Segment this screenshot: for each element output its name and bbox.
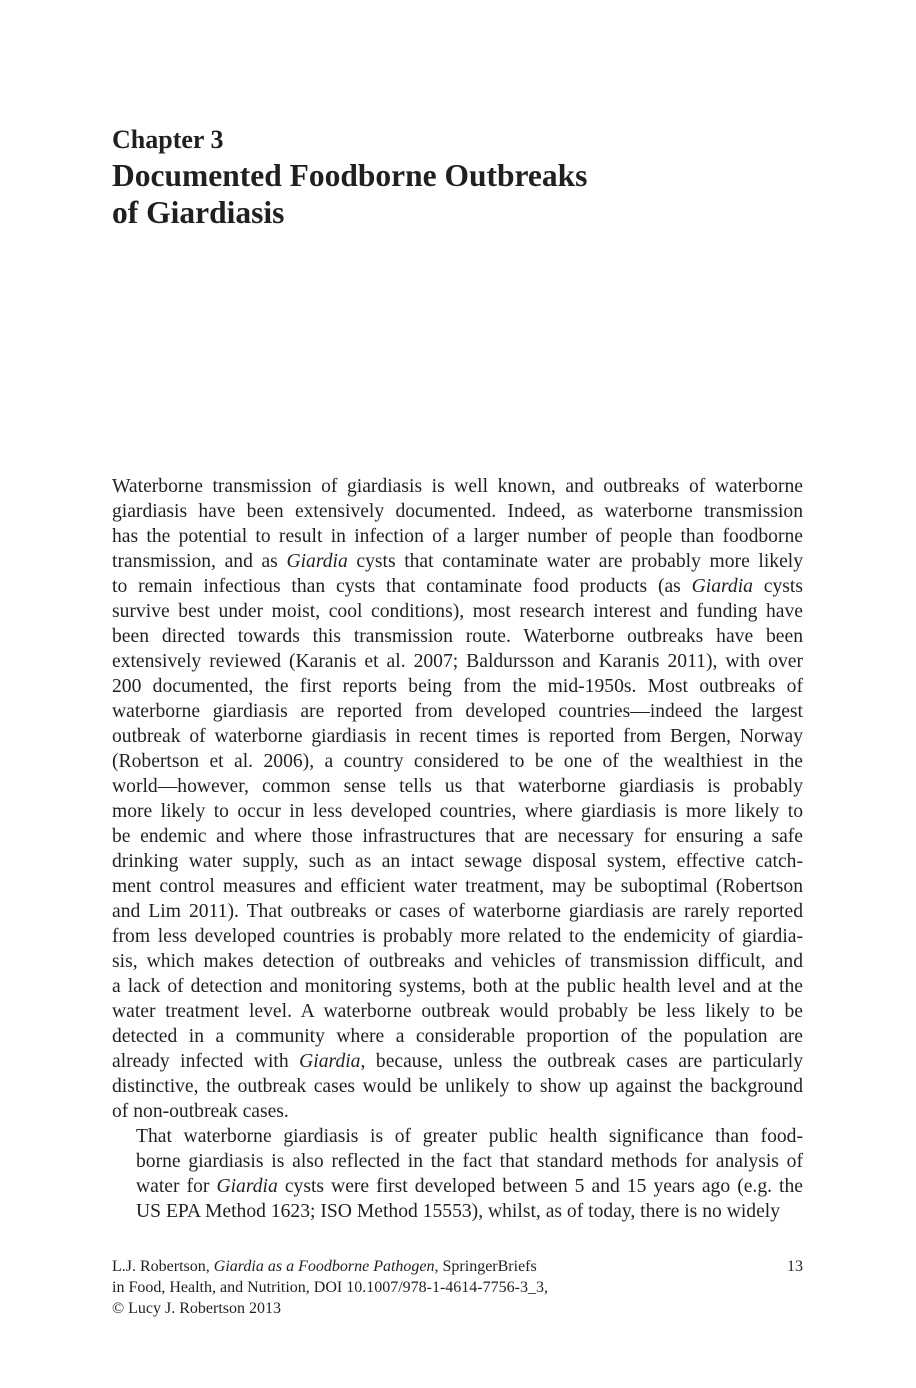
footer-series: , SpringerBriefs <box>434 1258 537 1275</box>
text-line: giardiasis have been extensively documented. Indeed, as waterborne transmission <box>112 501 803 522</box>
text-line: be endemic and where those infrastructures that are necessary for ensuring a safe <box>112 826 803 847</box>
text-line: and Lim 2011). That outbreaks or cases of waterborne giardiasis are rarely reported <box>112 901 803 922</box>
text-line: a lack of detection and monitoring systems, both at the public health level and at the <box>112 976 803 997</box>
text-line: world—however, common sense tells us that waterborne giardiasis is probably <box>112 776 803 797</box>
text-line: That waterborne giardiasis is of greater public health significance than food- <box>136 1126 803 1147</box>
text-line: been directed towards this transmission route. Waterborne outbreaks have been <box>112 626 803 647</box>
footer-author: L.J. Robertson, <box>112 1258 214 1275</box>
text-line: distinctive, the outbreak cases would be unlikely to show up against the background <box>112 1076 803 1097</box>
text-line: water treatment level. A waterborne outbreak would probably be less likely to be <box>112 1001 803 1022</box>
paragraph-2 <box>112 1124 803 1224</box>
footer <box>112 1256 803 1319</box>
text-line: 200 documented, the first reports being from the mid-1950s. Most outbreaks of <box>112 676 803 697</box>
text-line: waterborne giardiasis are reported from developed countries—indeed the largest <box>112 701 803 722</box>
text-line: sis, which makes detection of outbreaks and vehicles of transmission difficult, and <box>112 951 803 972</box>
text-line: to remain infectious than cysts that contaminate food products (as Giardia cysts <box>112 576 803 597</box>
text-line: from less developed countries is probably more related to the endemicity of giardia- <box>112 926 803 947</box>
text-line: drinking water supply, such as an intact sewage disposal system, effective catch- <box>112 851 803 872</box>
text-line: US EPA Method 1623; ISO Method 15553), whilst, as of today, there is no widely <box>136 1201 781 1222</box>
text-line: Waterborne transmission of giardiasis is well known, and outbreaks of waterborne <box>112 476 803 497</box>
text-line: already infected with Giardia, because, unless the outbreak cases are particularly <box>112 1051 803 1072</box>
text-line: more likely to occur in less developed countries, where giardiasis is more likely to <box>112 801 803 822</box>
footer-line-2: in Food, Health, and Nutrition, DOI 10.1007/978-1-4614-7756-3_3, <box>112 1279 548 1296</box>
text-line: survive best under moist, cool conditions), most research interest and funding have <box>112 601 803 622</box>
paragraph-1 <box>112 474 803 1124</box>
text-line: outbreak of waterborne giardiasis in recent times is reported from Bergen, Norway <box>112 726 803 747</box>
page-number: 13 <box>787 1258 803 1275</box>
footer-book-title: Giardia as a Foodborne Pathogen <box>213 1258 435 1275</box>
text-line: borne giardiasis is also reflected in the fact that standard methods for analysis of <box>136 1151 803 1172</box>
chapter-title-line-1: Documented Foodborne Outbreaks <box>112 158 588 193</box>
footer-copyright: © Lucy J. Robertson 2013 <box>112 1300 282 1317</box>
text-line: detected in a community where a considerable proportion of the population are <box>112 1026 803 1047</box>
text-line: (Robertson et al. 2006), a country considered to be one of the wealthiest in the <box>112 751 803 772</box>
chapter-number: Chapter 3 <box>112 125 224 154</box>
body-text <box>112 474 803 1224</box>
chapter-title-line-2: of Giardiasis <box>112 195 285 230</box>
footer-line-1 <box>112 1256 803 1277</box>
text-line: of non-outbreak cases. <box>112 1101 289 1122</box>
text-line: ment control measures and efficient water treatment, may be suboptimal (Robertson <box>112 876 803 897</box>
text-line: water for Giardia cysts were first developed between 5 and 15 years ago (e.g. the <box>136 1176 803 1197</box>
chapter-title <box>112 157 672 231</box>
text-line: has the potential to result in infection of a larger number of people than foodborne <box>112 526 803 547</box>
text-line: extensively reviewed (Karanis et al. 2007; Baldursson and Karanis 2011), with over <box>112 651 803 672</box>
text-line: transmission, and as Giardia cysts that contaminate water are probably more likely <box>112 551 804 572</box>
